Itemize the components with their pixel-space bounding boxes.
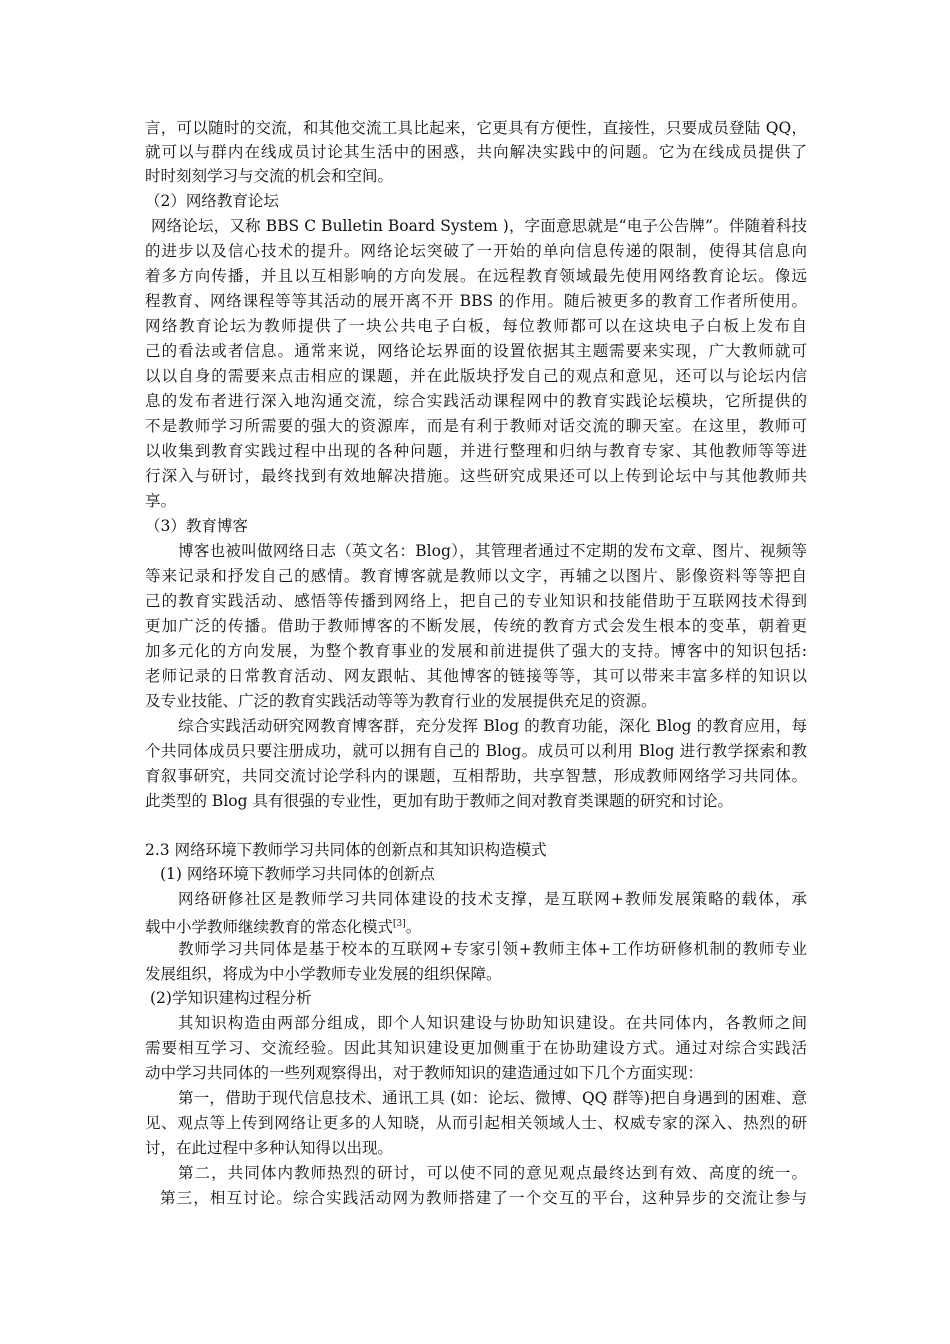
paragraph-line: 着多方向传播，并且以互相影响的方向发展。在远程教育领域最先使用网络教育论坛。像远 (145, 267, 807, 285)
subsection-heading: (2)学知识建构过程分析 (150, 989, 312, 1007)
paragraph-line: 己的看法或者信息。通常来说，网络论坛界面的设置依据其主题需要来实现，广大教师就可 (145, 342, 807, 360)
paragraph-line: 其知识构造由两部分组成，即个人知识建设与协助知识建设。在共同体内，各教师之间 (178, 1014, 807, 1032)
paragraph-line (145, 912, 421, 939)
paragraph-line: 第一，借助于现代信息技术、通讯工具 (如：论坛、微博、QQ 群等)把自身遇到的困难、意 (178, 1089, 807, 1107)
paragraph-line: 见、观点等上传到网络让更多的人知晓，从而引起相关领域人士、权威专家的深入、热烈的研 (145, 1114, 807, 1132)
paragraph-line: 言，可以随时的交流，和其他交流工具比起来，它更具有方便性，直接性，只要成员登陆 QQ， (145, 119, 807, 137)
paragraph-line: 网络研修社区是教师学习共同体建设的技术支撑，是互联网+教师发展策略的载体，承 (178, 890, 807, 908)
section-heading: （3）教育博客 (145, 517, 248, 535)
paragraph-line: 第二，共同体内教师热烈的研讨，可以使不同的意见观点最终达到有效、高度的统一。 (178, 1164, 807, 1182)
paragraph-line: 己的教育实践活动、感悟等传播到网络上，把自己的专业知识和技能借助于互联网技术得到 (145, 592, 807, 610)
section-heading: （2）网络教育论坛 (145, 192, 279, 210)
paragraph-line: 不是教师学习所需要的强大的资源库，而是有利于教师对话交流的聊天室。在这里，教师可 (145, 417, 807, 435)
paragraph-line: 此类型的 Blog 具有很强的专业性，更加有助于教师之间对教育类课题的研究和讨论。 (145, 792, 733, 810)
paragraph-line: 程教育、网络课程等等其活动的展开离不开 BBS 的作用。随后被更多的教育工作者所使用。 (145, 292, 807, 310)
paragraph-line: 讨，在此过程中多种认知得以出现。 (145, 1139, 394, 1157)
paragraph-line: 动中学习共同体的一些列观察得出，对于教师知识的建造通过如下几个方面实现： (145, 1064, 704, 1082)
paragraph-line: 息的发布者进行深入地沟通交流，综合实践活动课程网中的教育实践论坛模块，它所提供的 (145, 392, 807, 410)
paragraph-line: 以以自身的需要来点击相应的课题，并在此版块抒发自己的观点和意见，还可以与论坛内信 (145, 367, 807, 385)
paragraph-line: 博客也被叫做网络日志（英文名：Blog），其管理者通过不定期的发布文章、图片、视频等 (178, 542, 807, 560)
paragraph-line: 以收集到教育实践过程中出现的各种问题，并进行整理和归纳与教育专家、其他教师等等进 (145, 442, 807, 460)
paragraph-line: 等来记录和抒发自己的感情。教育博客就是教师以文字，再辅之以图片、影像资料等等把自 (145, 567, 807, 585)
paragraph-line: 及专业技能、广泛的教育实践活动等等为教育行业的发展提供充足的资源。 (145, 692, 657, 710)
line-text: 。 (405, 918, 422, 936)
paragraph-line: 网络教育论坛为教师提供了一块公共电子白板，每位教师都可以在这块电子白板上发布自 (145, 317, 807, 335)
paragraph-line: 需要相互学习、交流经验。因此其知识建设更加侧重于在协助建设方式。通过对综合实践活 (145, 1039, 807, 1057)
line-text: 载中小学教师继续教育的常态化模式 (145, 918, 394, 936)
paragraph-line: 第三，相互讨论。综合实践活动网为教师搭建了一个交互的平台，这种异步的交流让参与 (160, 1189, 807, 1207)
paragraph-line: 综合实践活动研究网教育博客群，充分发挥 Blog 的教育功能，深化 Blog 的教育应用，每 (178, 717, 807, 735)
paragraph-line: 时时刻刻学习与交流的机会和空间。 (145, 167, 394, 185)
paragraph-line: 网络论坛，又称 BBS C Bulletin Board System )，字面意思就是“电子公告牌”。伴随着科技 (151, 217, 807, 235)
paragraph-line: 行深入与研讨，最终找到有效地解决措施。这些研究成果还可以上传到论坛中与其他教师共 (145, 467, 807, 485)
paragraph-line: 加多元化的方向发展，为整个教育事业的发展和前进提供了强大的支持。博客中的知识包括: (145, 642, 807, 660)
paragraph-line: 的进步以及信心技术的提升。网络论坛突破了一开始的单向信息传递的限制，使得其信息向 (145, 242, 807, 260)
paragraph-line: 老师记录的日常教育活动、网友跟帖、其他博客的链接等等，其可以带来丰富多样的知识以 (145, 667, 807, 685)
paragraph-line: 发展组织，将成为中小学教师专业发展的组织保障。 (145, 965, 502, 983)
citation-marker: [3] (393, 919, 406, 929)
paragraph-line: 育叙事研究，共同交流讨论学科内的课题，互相帮助，共享智慧，形成教师网络学习共同体。 (145, 767, 807, 785)
paragraph-line: 教师学习共同体是基于校本的互联网+专家引领+教师主体+工作坊研修机制的教师专业 (178, 940, 807, 958)
paragraph-line: 就可以与群内在线成员讨论其生活中的困惑，共向解决实践中的问题。它为在线成员提供了 (145, 143, 807, 161)
section-heading: 2.3 网络环境下教师学习共同体的创新点和其知识构造模式 (145, 841, 547, 859)
subsection-heading: (1) 网络环境下教师学习共同体的创新点 (160, 865, 435, 883)
paragraph-line: 更加广泛的传播。借助于教师博客的不断发展，传统的教育方式会发生根本的变革，朝着更 (145, 617, 807, 635)
paragraph-line: 个共同体成员只要注册成功，就可以拥有自己的 Blog。成员可以利用 Blog 进行教学探索和教 (145, 742, 807, 760)
paragraph-line: 享。 (145, 492, 177, 510)
